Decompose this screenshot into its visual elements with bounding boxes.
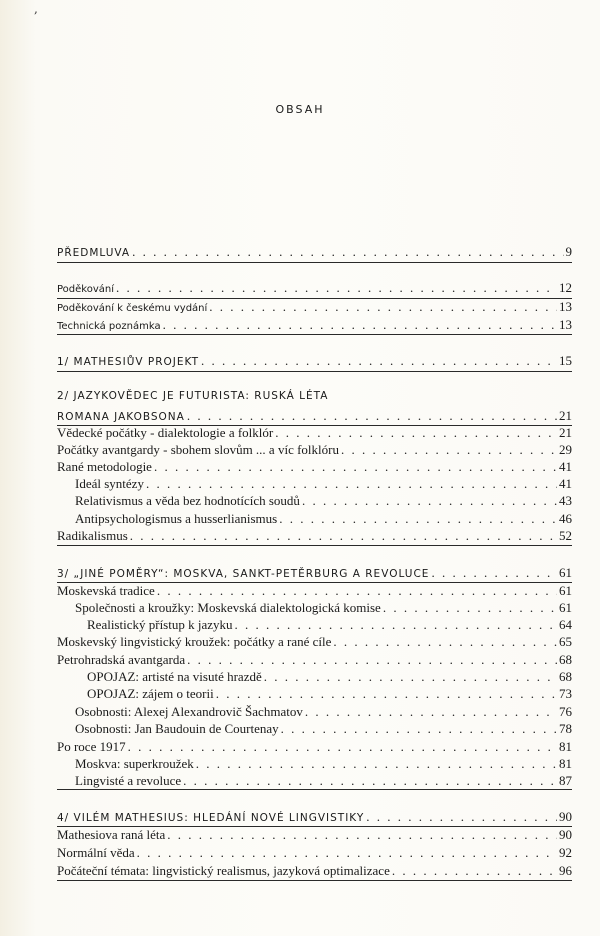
page-title: OBSAH	[275, 103, 325, 116]
toc-chapter-3[interactable]: 3/ „JINÉ POMĚRY“: MOSKVA, SANKT-PETĚRBURG A REVOLUCE . . . 61	[57, 564, 572, 581]
toc-subentry-baudouin[interactable]: Osobnosti: Jan Baudouin de Courtenay . . . 78	[75, 720, 572, 737]
section-divider	[57, 545, 572, 546]
toc-entry-moskevsky-krouzek[interactable]: Moskevský lingvistický kroužek: počátky a rané cíle . . . 65	[57, 633, 572, 650]
section-divider	[57, 425, 572, 426]
section-divider	[57, 880, 572, 881]
toc-entry-podekovani-cz[interactable]: Poděkování k českému vydání . . . 13	[57, 298, 572, 315]
toc-subentry-sachmatov[interactable]: Osobnosti: Alexej Alexandrovič Šachmatov . . . 76	[75, 703, 572, 720]
section-divider	[57, 298, 572, 299]
toc-subentry-ideal-syntezy[interactable]: Ideál syntézy . . . 41	[75, 475, 572, 492]
section-divider	[57, 582, 572, 583]
toc-entry-pocatky-avantgardy[interactable]: Počátky avantgardy - sbohem slovům ... a víc folklóru . . . 29	[57, 441, 572, 458]
section-divider	[57, 826, 572, 827]
toc-subentry-relativismus[interactable]: Relativismus a věda bez hodnotících soudů . . . 43	[75, 492, 572, 509]
toc-entry-technicka-poznamka[interactable]: Technická poznámka . . . 13	[57, 316, 572, 333]
toc-entry-pocatecni-temata[interactable]: Počáteční témata: lingvistický realismus, jazyková optimalizace . . . 96	[57, 862, 572, 879]
toc-chapter-1[interactable]: 1/ MATHESIŮV PROJEKT . . . 15	[57, 352, 572, 369]
section-divider	[57, 789, 572, 790]
toc-entry-mathesiova-rana-leta[interactable]: Mathesiova raná léta . . . 90	[57, 826, 572, 843]
toc-entry-po-roce-1917[interactable]: Po roce 1917 . . . 81	[57, 738, 572, 755]
section-divider	[57, 262, 572, 263]
toc-subentry-opojaz-artiste[interactable]: OPOJAZ: artisté na visuté hrazdě . . . 68	[75, 668, 572, 685]
toc-subentry-moskva-superkrouzek[interactable]: Moskva: superkroužek . . . 81	[75, 755, 572, 772]
toc-chapter-2-line-1[interactable]: 2/ JAZYKOVĚDEC JE FUTURISTA: RUSKÁ LÉTA	[57, 390, 329, 402]
toc-entry-normalni-veda[interactable]: Normální věda . . . 92	[57, 844, 572, 861]
toc-subentry-antipsychologismus[interactable]: Antipsychologismus a husserlianismus . . . 46	[75, 510, 572, 527]
toc-subentry-realisticky-pristup[interactable]: Realistický přístup k jazyku . . . 64	[75, 616, 572, 633]
toc-subentry-opojaz-teorie[interactable]: OPOJAZ: zájem o teorii . . . 73	[75, 685, 572, 702]
toc-entry-vedecke-pocatky[interactable]: Vědecké počátky - dialektologie a folklór . . . 21	[57, 424, 572, 441]
toc-chapter-4[interactable]: 4/ VILÉM MATHESIUS: HLEDÁNÍ NOVÉ LINGVISTIKY . . . 90	[57, 808, 572, 825]
section-divider	[57, 371, 572, 372]
toc-subentry-spolecnosti[interactable]: Společnosti a kroužky: Moskevská dialektologická komise . . . 61	[75, 599, 572, 616]
toc-entry-petrohradska-avantgarda[interactable]: Petrohradská avantgarda . . . 68	[57, 651, 572, 668]
toc-chapter-2-line-2[interactable]: ROMANA JAKOBSONA . . . 21	[57, 407, 572, 424]
section-divider	[57, 334, 572, 335]
toc-entry-podekovani[interactable]: Poděkování . . . 12	[57, 279, 572, 296]
toc-entry-moskevska-tradice[interactable]: Moskevská tradice . . . 61	[57, 582, 572, 599]
toc-entry-radikalismus[interactable]: Radikalismus . . . 52	[57, 527, 572, 544]
toc-entry-predmluva[interactable]: PŘEDMLUVA . . . 9	[57, 243, 572, 260]
toc-entry-rane-metodologie[interactable]: Rané metodologie . . . 41	[57, 458, 572, 475]
page-speck: ,	[34, 2, 38, 16]
toc-subentry-lingviste-revoluce[interactable]: Lingvisté a revoluce . . . 87	[75, 772, 572, 789]
